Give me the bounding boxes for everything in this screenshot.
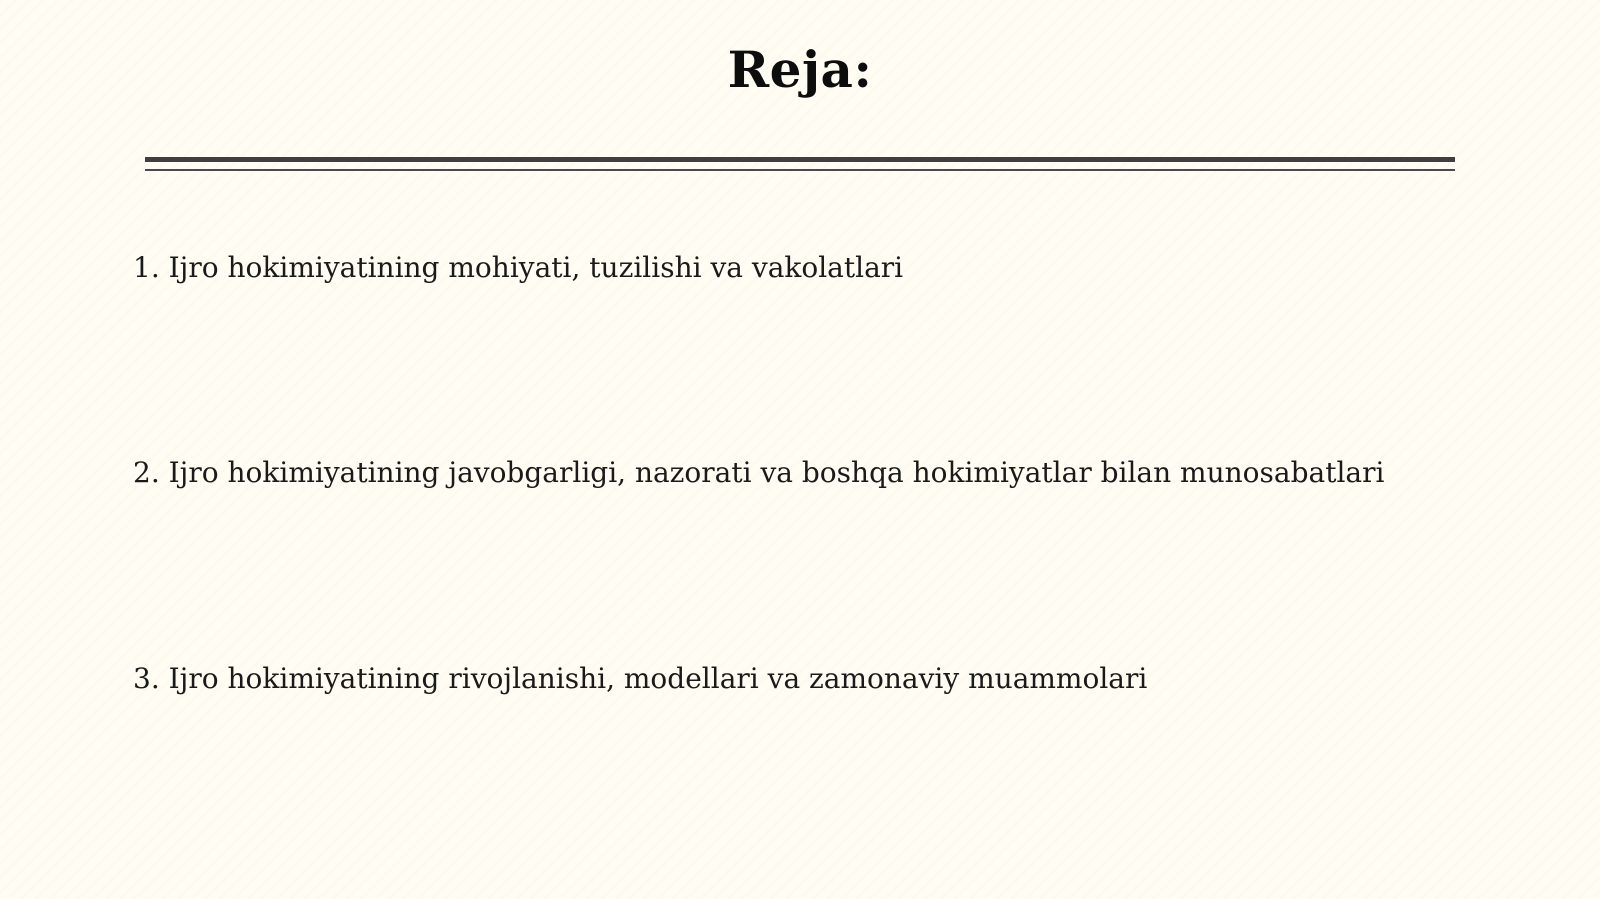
plan-item-3: 3. Ijro hokimiyatining rivojlanishi, modellari va zamonaviy muammolari (133, 662, 1148, 695)
plan-item-2: 2. Ijro hokimiyatining javobgarligi, nazorati va boshqa hokimiyatlar bilan munosabatlari (133, 456, 1385, 489)
title-divider-thick (145, 157, 1455, 162)
slide-title: Reja: (727, 40, 873, 99)
title-divider-thin (145, 169, 1455, 171)
plan-item-1: 1. Ijro hokimiyatining mohiyati, tuzilishi va vakolatlari (133, 251, 904, 284)
